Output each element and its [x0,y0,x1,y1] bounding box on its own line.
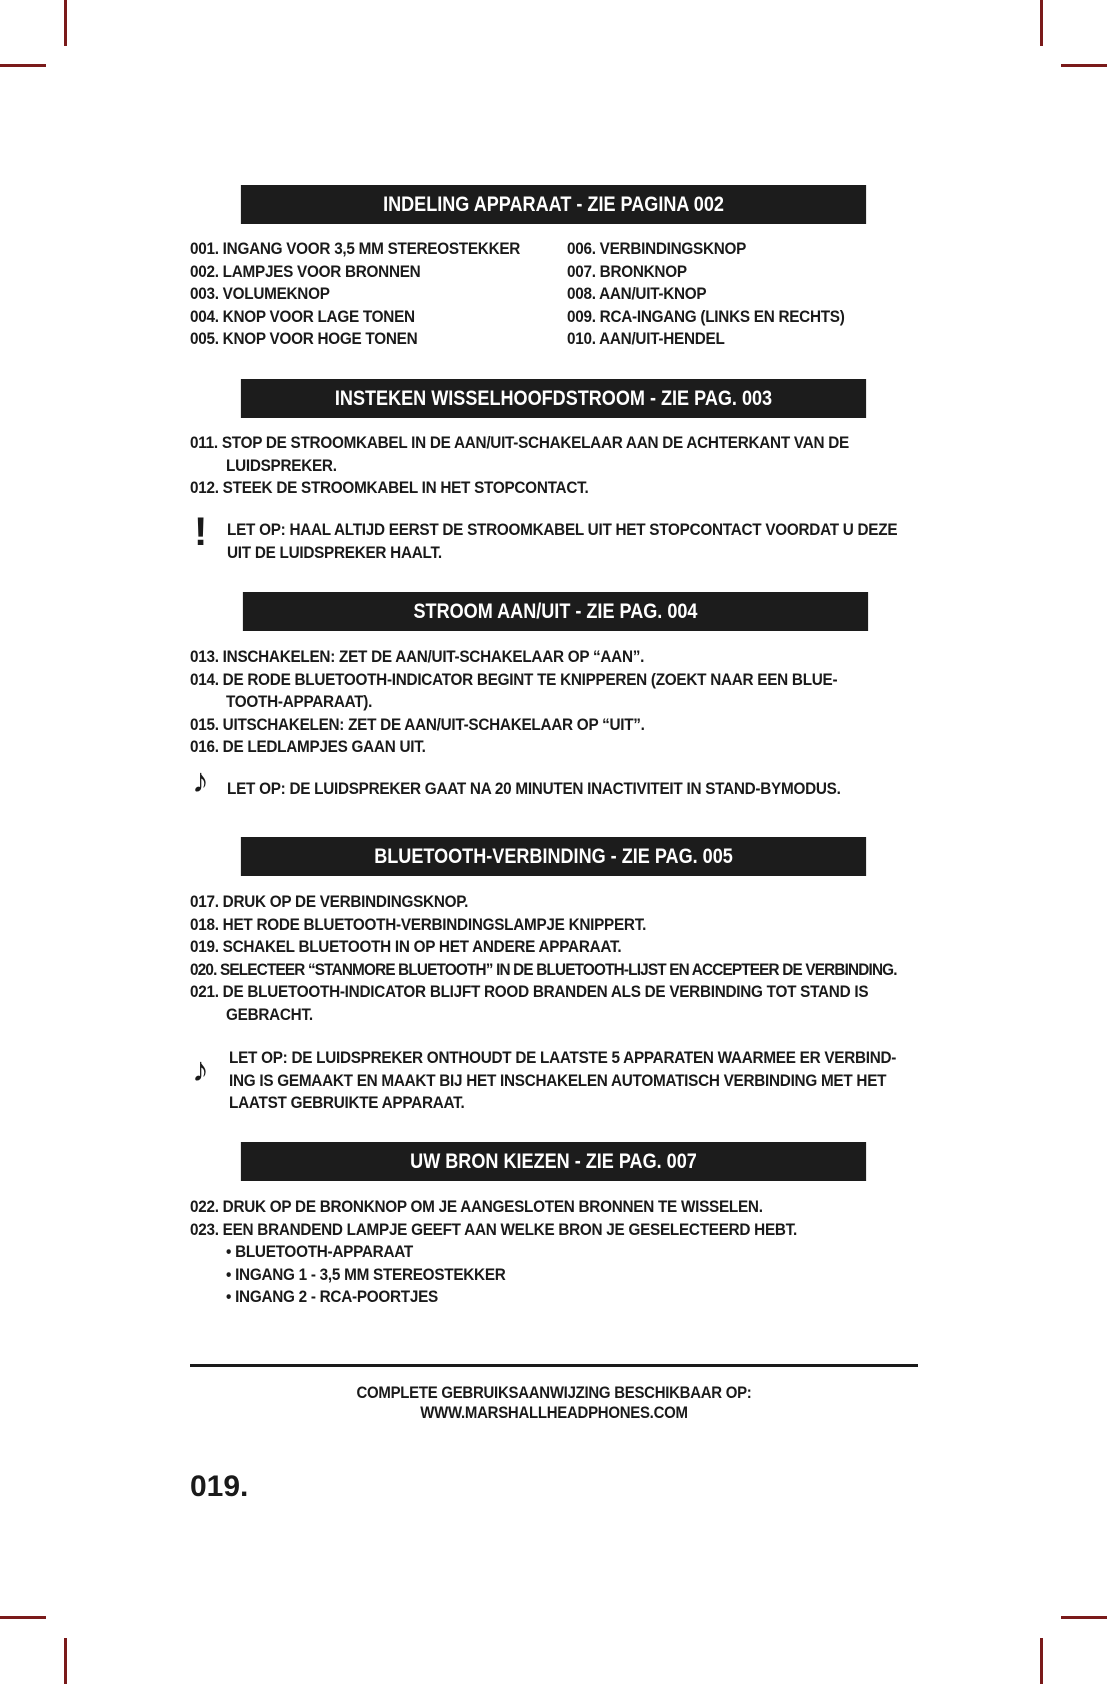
footer-divider [190,1364,918,1367]
section-header-power: INSTEKEN WISSELHOOFDSTROOM - ZIE PAG. 003 [241,379,866,418]
crop-mark [1061,64,1107,67]
crop-mark [64,0,67,46]
list-item: 017. DRUK OP DE VERBINDINGSKNOP. [190,892,469,911]
list-item: 016. DE LEDLAMPJES GAAN UIT. [190,737,426,756]
memory-note [190,1047,917,1117]
list-item: 011. STOP DE STROOMKABEL IN DE AAN/UIT-SCHAKELAAR AAN DE ACHTERKANT VAN DE [190,433,849,452]
crop-mark [1040,0,1043,46]
standby-note [190,762,917,808]
list-item: 019. SCHAKEL BLUETOOTH IN OP HET ANDERE APPARAAT. [190,937,622,956]
crop-mark [0,1616,46,1619]
section-header-layout: INDELING APPARAAT - ZIE PAGINA 002 [241,185,866,224]
music-note-icon: ♪ [192,762,209,800]
page-number: 019. [190,1470,249,1503]
exclamation-icon: ! [194,510,208,554]
list-item: 004. KNOP VOOR LAGE TONEN [190,306,415,326]
note-text: LET OP: DE LUIDSPREKER GAAT NA 20 MINUTEN INACTIVITEIT IN STAND-BYMODUS. [227,779,841,798]
crop-mark [1061,1616,1107,1619]
crop-mark [0,64,46,67]
note-text: LET OP: DE LUIDSPREKER ONTHOUDT DE LAATSTE 5 APPARATEN WAARMEE ER VERBIND- ING IS GEMAAKT EN MAAKT BIJ HET INSCHAKELEN AUTOMATISCH VERBINDING MET HET LAATST GEBRUIKTE APPARAAT. [229,1048,897,1112]
list-item: TOOTH-APPARAAT). [226,692,373,711]
list-item: 014. DE RODE BLUETOOTH-INDICATOR BEGINT TE KNIPPEREN (ZOEKT NAAR EEN BLUE- [190,669,838,689]
layout-list-right [567,238,845,351]
section-header-on-off: STROOM AAN/UIT - ZIE PAG. 004 [243,592,868,631]
list-item: 010. AAN/UIT-HENDEL [567,329,725,348]
list-item: 015. UITSCHAKELEN: ZET DE AAN/UIT-SCHAKELAAR OP “UIT”. [190,714,645,734]
list-item: GEBRACHT. [226,1004,313,1024]
power-steps [190,432,849,500]
list-item: 007. BRONKNOP [567,261,687,281]
layout-list-left [190,238,520,351]
list-item: 012. STEEK DE STROOMKABEL IN HET STOPCONTACT. [190,478,589,497]
list-item: 003. VOLUMEKNOP [190,284,330,303]
list-item: 002. LAMPJES VOOR BRONNEN [190,261,421,281]
footer-note: COMPLETE GEBRUIKSAANWIJZING BESCHIKBAAR OP: WWW.MARSHALLHEADPHONES.COM [356,1383,752,1422]
bullet-item: • INGANG 2 - RCA-POORTJES [226,1287,438,1306]
list-item: 020. SELECTEER “STANMORE BLUETOOTH” IN DE BLUETOOTH-LIJST EN ACCEPTEER DE VERBINDING. [190,959,897,979]
bluetooth-steps [190,891,897,1026]
bullet-item: • INGANG 1 - 3,5 MM STEREOSTEKKER [226,1264,506,1284]
list-item: 018. HET RODE BLUETOOTH-VERBINDINGSLAMPJE KNIPPERT. [190,914,647,934]
bullet-item: • BLUETOOTH-APPARAAT [226,1242,413,1261]
list-item: 022. DRUK OP DE BRONKNOP OM JE AANGESLOTEN BRONNEN TE WISSELEN. [190,1197,763,1216]
source-steps [190,1196,797,1309]
crop-mark [64,1638,67,1684]
list-item: 008. AAN/UIT-KNOP [567,284,707,303]
section-header-source: UW BRON KIEZEN - ZIE PAG. 007 [241,1142,866,1181]
list-item: LUIDSPREKER. [226,455,337,475]
list-item: 006. VERBINDINGSKNOP [567,239,747,258]
music-note-icon: ♪ [192,1051,209,1089]
list-item: 005. KNOP VOOR HOGE TONEN [190,329,418,348]
warning-note [190,510,917,565]
section-header-bluetooth: BLUETOOTH-VERBINDING - ZIE PAG. 005 [241,837,866,876]
list-item: 021. DE BLUETOOTH-INDICATOR BLIJFT ROOD BRANDEN ALS DE VERBINDING TOT STAND IS [190,982,869,1001]
list-item: 009. RCA-INGANG (LINKS EN RECHTS) [567,306,845,326]
crop-mark [1040,1638,1043,1684]
list-item: 013. INSCHAKELEN: ZET DE AAN/UIT-SCHAKELAAR OP “AAN”. [190,647,645,666]
list-item: 023. EEN BRANDEND LAMPJE GEEFT AAN WELKE BRON JE GESELECTEERD HEBT. [190,1219,798,1239]
list-item: 001. INGANG VOOR 3,5 MM STEREOSTEKKER [190,239,521,258]
note-text: LET OP: HAAL ALTIJD EERST DE STROOMKABEL UIT HET STOPCONTACT VOORDAT U DEZE UIT DE LUIDSPREKER HAALT. [227,520,898,562]
on-off-steps [190,646,837,759]
